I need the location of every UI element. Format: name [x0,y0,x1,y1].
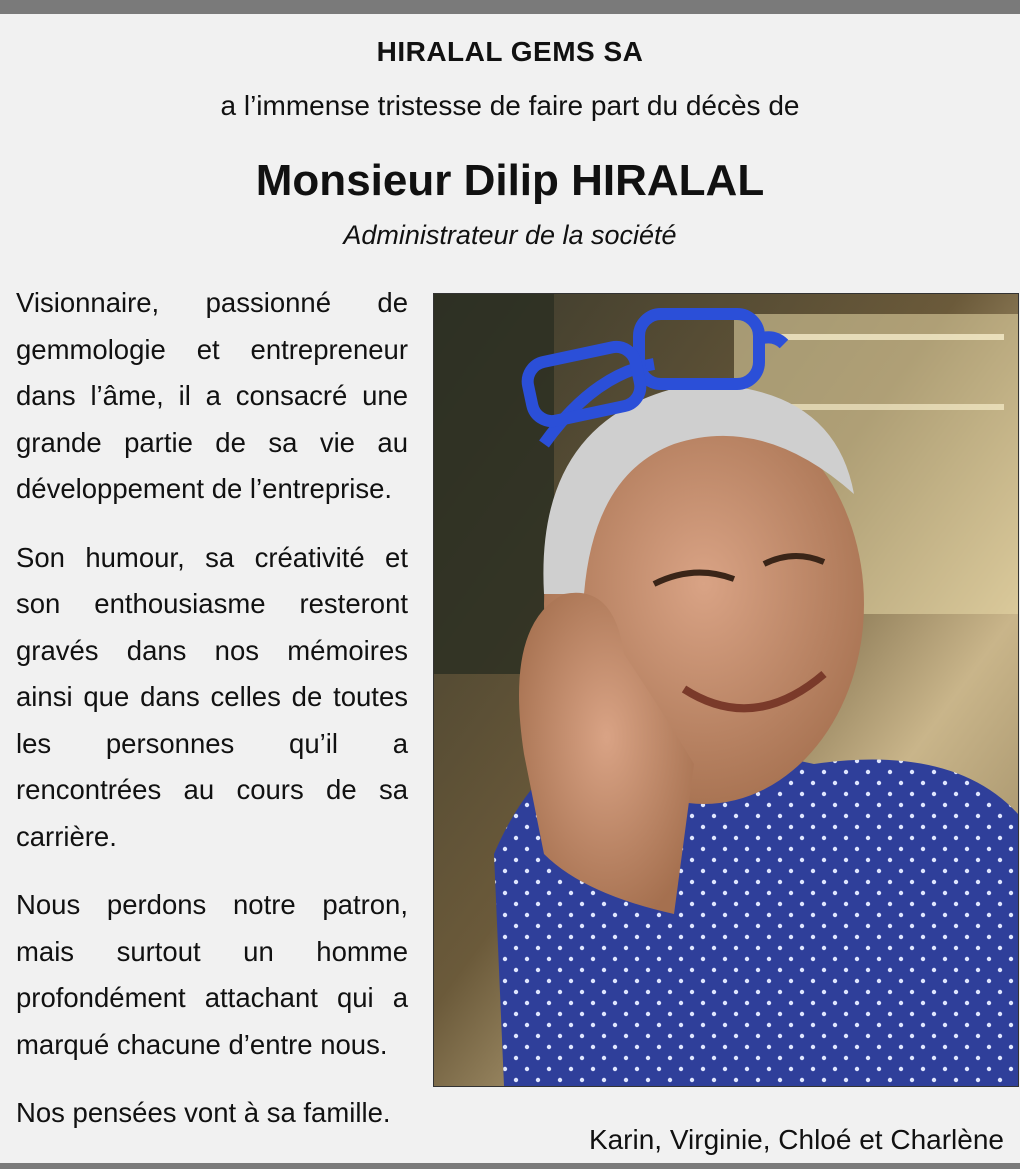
portrait-photo [433,293,1019,1087]
announcement-line: a l’immense tristesse de faire part du décès de [220,90,800,121]
paragraph: Nous perdons notre patron, mais surtout un homme profondément attachant qui a marqué chacune d’entre nous. [16,889,408,1060]
signature-line: Karin, Virginie, Chloé et Charlène [588,1124,1004,1155]
paragraph: Visionnaire, passionné de gemmologie et entrepreneur dans l’âme, il a consacré une grande partie de sa vie au développement de l’entreprise. [16,287,408,504]
tribute-text [16,280,408,1159]
company-name: HIRALAL GEMS SA [376,36,644,67]
deceased-name: Monsieur Dilip HIRALAL [255,156,765,205]
deceased-role: Administrateur de la société [343,220,677,250]
paragraph: Son humour, sa créativité et son enthousiasme resteront gravés dans nos mémoires ainsi que dans celles de toutes les personnes qu’il a rencontrées au cours de sa carrière. [16,541,408,852]
paragraph: Nos pensées vont à sa famille. [16,1097,391,1128]
